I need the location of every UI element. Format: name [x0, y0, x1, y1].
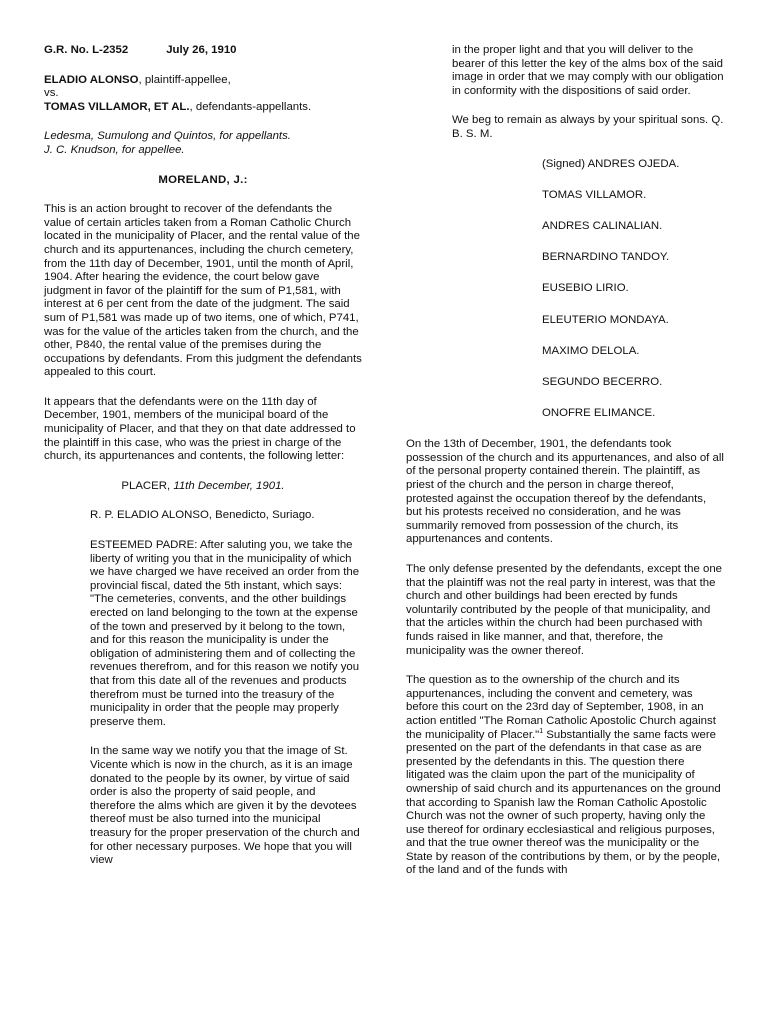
letter-date: 11th December, 1901.	[173, 479, 285, 492]
signatory: BERNARDINO TANDOY.	[542, 251, 670, 264]
letter-place: PLACER,	[121, 479, 174, 492]
signatory: (Signed) ANDRES OJEDA.	[542, 157, 680, 170]
signatory-list	[406, 158, 724, 421]
counsel-appellee: J. C. Knudson, for appellee.	[44, 143, 185, 156]
letter-dateline	[44, 480, 362, 494]
paragraph-2: It appears that the defendants were on the 11th day of December, 1901, members of the municipal board of the municipality of Placer, and that they on that date addressed to the plaintiff in this case, who was the priest in charge of the church, its appurtenances and contents, the following letter:	[44, 395, 356, 463]
plaintiff-role: , plaintiff-appellee,	[138, 73, 231, 86]
paragraph-5-start: The question as to the ownership of the church and its appurtenances, including the convent and cemetery, was before this court on the 23rd day of September, 1908, in an action entitled "The Roman Catholic Apostolic Church against the municipality of Placer."	[406, 674, 716, 741]
right-column	[406, 44, 724, 894]
judge-name: MORELAND, J.:	[158, 173, 248, 186]
footnote-ref[interactable]: 1	[539, 727, 544, 735]
paragraph-1: This is an action brought to recover of the defendants the value of certain articles taken from a Roman Catholic Church located in the municipality of Placer, and the rental value of the church and its appurtenances, including the church cemetery, from the 11th day of December, 1901, until the month of April, 1904. After hearing the evidence, the court below gave judgment in favor of the plaintiff for the sum of P1,581, with interest at 6 per cent from the date of the judgment. The said sum of P1,581 was made up of two items, one of which, P741, was for the value of the articles taken from the church, and the other, P840, the rental value of the premises during the occupations by defendants. From this judgment the defendants appealed to this court.	[44, 203, 362, 379]
letter-paragraph-2: In the same way we notify you that the image of St. Vicente which is now in the church, as it is an image donated to the people by its owner, by virtue of said order is also the property of said people, and therefore the alms which are given it by the devotees thereof must be also turned into the municipal treasury for the proper preservation of the church and for other necessary purposes. We hope that you will view	[90, 745, 360, 867]
plaintiff-line	[44, 74, 362, 88]
defendant-role: , defendants-appellants.	[189, 100, 312, 113]
case-header	[44, 44, 362, 58]
letter-continuation: in the proper light and that you will deliver to the bearer of this letter the key of the alms box of the said image in order that we may comply with our obligation in conformity with the dispositions of said order.	[452, 44, 724, 97]
defendant-line	[44, 101, 362, 115]
signatory: EUSEBIO LIRIO.	[542, 282, 629, 295]
signatory: ANDRES CALINALIAN.	[542, 219, 663, 232]
letter-closing: We beg to remain as always by your spiritual sons. Q. B. S. M.	[452, 114, 724, 140]
signatory: SEGUNDO BECERRO.	[542, 375, 663, 388]
counsel	[44, 130, 362, 157]
paragraph-5-end: Substantially the same facts were presented on the part of the defendants in that case as are presented by the defendants in this. The question there litigated was the claim upon the part of the municipality of ownership of said church and its appurtenances on the ground that according to Spanish law the Roman Catholic Apostolic Church was not the owner of such property, having only the use thereof for ordinary ecclesiastical and religious purposes, and that the true owner thereof was the municipality or the State by reason of the contributions by them, or by the people, of the land and of the funds with	[406, 728, 721, 877]
paragraph-3: On the 13th of December, 1901, the defendants took possession of the church and its appurtenances, and also of all of the personal property contained therein. The plaintiff, as priest of the church and the person in charge thereof, protested against the occupation thereof by the defendants, but his protests received no consideration, and he was summarily removed from possession of the church, its appurtenances and contents.	[406, 438, 724, 546]
signatory: ONOFRE ELIMANCE.	[542, 407, 656, 420]
paragraph-5	[406, 674, 724, 878]
case-parties	[44, 74, 362, 115]
signatory: MAXIMO DELOLA.	[542, 344, 640, 357]
left-column	[44, 44, 362, 884]
defendant-name: TOMAS VILLAMOR, ET AL.	[44, 100, 190, 113]
letter-addressee: R. P. ELADIO ALONSO, Benedicto, Suriago.	[90, 509, 315, 522]
signatory: TOMAS VILLAMOR.	[542, 188, 647, 201]
counsel-appellants: Ledesma, Sumulong and Quintos, for appellants.	[44, 130, 291, 143]
case-date: July 26, 1910	[166, 44, 237, 56]
case-number: G.R. No. L-2352	[44, 44, 129, 56]
letter-paragraph-1: ESTEEMED PADRE: After saluting you, we take the liberty of writing you that in the municipality of which we have charged we have received an order from the provincial fiscal, dated the 5th instant, which says: "The cemeteries, convents, and the other buildings erected on land belonging to the town at the expense of the town and preserved by it belong to the town, and for this reason the municipality is under the obligation of administering them and of collecting the revenues therefrom, and for this reason we notify you that from this date all of the revenues and products therefrom must be turned into the treasury of the municipality in order that the people may properly preserve them.	[90, 539, 360, 728]
paragraph-4: The only defense presented by the defendants, except the one that the plaintiff was not the real party in interest, was that the church and other buildings had been erected by funds voluntarily contributed by the people of that municipality, and that the articles within the church had been purchased with funds raised in like manner, and that, therefore, the municipality was the owner thereof.	[406, 563, 723, 657]
signatory: ELEUTERIO MONDAYA.	[542, 313, 669, 326]
plaintiff-name: ELADIO ALONSO	[44, 73, 139, 86]
versus: vs.	[44, 87, 59, 100]
